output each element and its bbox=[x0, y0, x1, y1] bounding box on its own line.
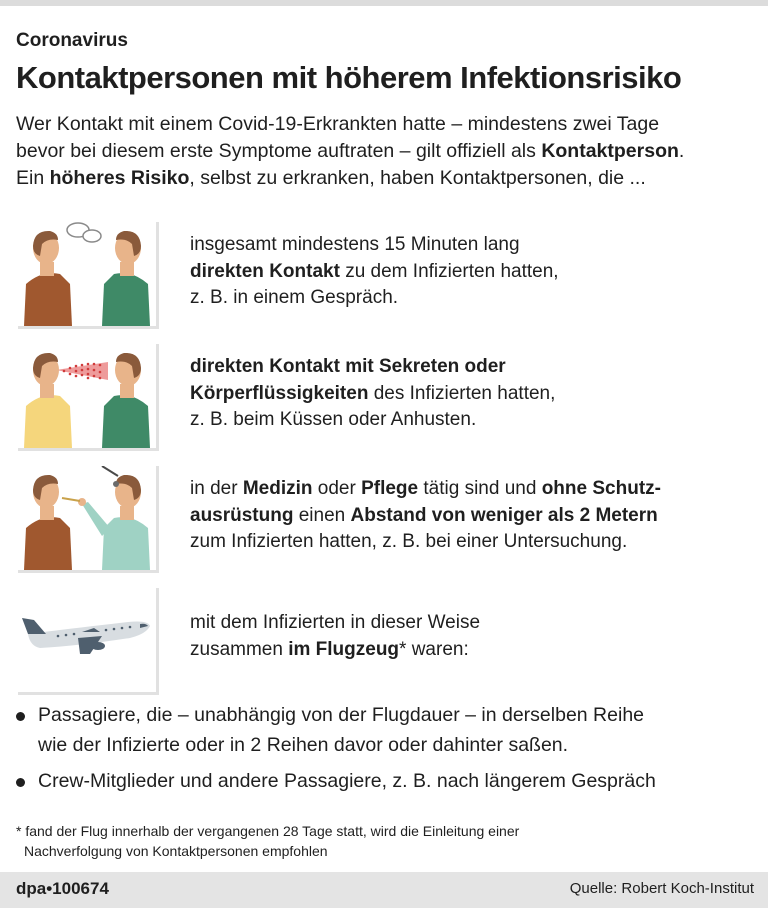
top-bar bbox=[0, 0, 768, 6]
footnote: * fand der Flug innerhalb der vergangenen 28 Tage statt, wird die Einleitung einer Nachverfolgung von Kontaktpersonen empfohlen bbox=[16, 823, 520, 859]
bullet-icon bbox=[16, 712, 25, 721]
headline: Kontaktpersonen mit höherem Infektionsrisiko bbox=[16, 60, 682, 95]
list-item: Passagiere, die – unabhängig von der Flugdauer – in derselben Reihe wie der Infizierte oder in 2 Reihen davor oder dahinter saßen. bbox=[16, 700, 756, 760]
kicker: Coronavirus bbox=[16, 30, 128, 51]
item-airplane-text: mit dem Infizierten in dieser Weise zusammen im Flugzeug* waren: bbox=[190, 612, 481, 660]
medical-exam-icon bbox=[18, 466, 159, 573]
bullet-icon bbox=[16, 778, 25, 787]
airplane-bullet-list bbox=[16, 700, 756, 802]
item-conversation-text: insgesamt mindestens 15 Minuten lang direkten Kontakt zu dem Infizierten hatten, z. B. in einem Gespräch. bbox=[190, 234, 559, 308]
airplane-icon bbox=[18, 588, 159, 695]
item-medical-text: in der Medizin oder Pflege tätig sind und ohne Schutz- ausrüstung einen Abstand von weniger als 2 Metern zum Infizierten hatten, z. B. bei einer Untersuchung. bbox=[190, 478, 661, 552]
conversation-icon bbox=[18, 222, 159, 329]
intro-text: Wer Kontakt mit einem Covid-19-Erkrankten hatte – mindestens zwei Tage bevor bei diesem erste Symptome auftraten – gilt offiziell als Kontaktperson. Ein höheres Risiko, selbst zu erkranken, haben Kontaktpersonen, die ... bbox=[16, 113, 685, 189]
cough-icon bbox=[18, 344, 159, 451]
list-item: Crew-Mitglieder und andere Passagiere, z. B. nach längerem Gespräch bbox=[16, 766, 756, 796]
source-credit: Quelle: Robert Koch-Institut bbox=[569, 880, 754, 897]
agency-id: dpa•100674 bbox=[16, 879, 109, 898]
item-cough-text: direkten Kontakt mit Sekreten oder Körperflüssigkeiten des Infizierten hatten, z. B. beim Küssen oder Anhusten. bbox=[190, 356, 556, 430]
footer bbox=[0, 872, 768, 908]
